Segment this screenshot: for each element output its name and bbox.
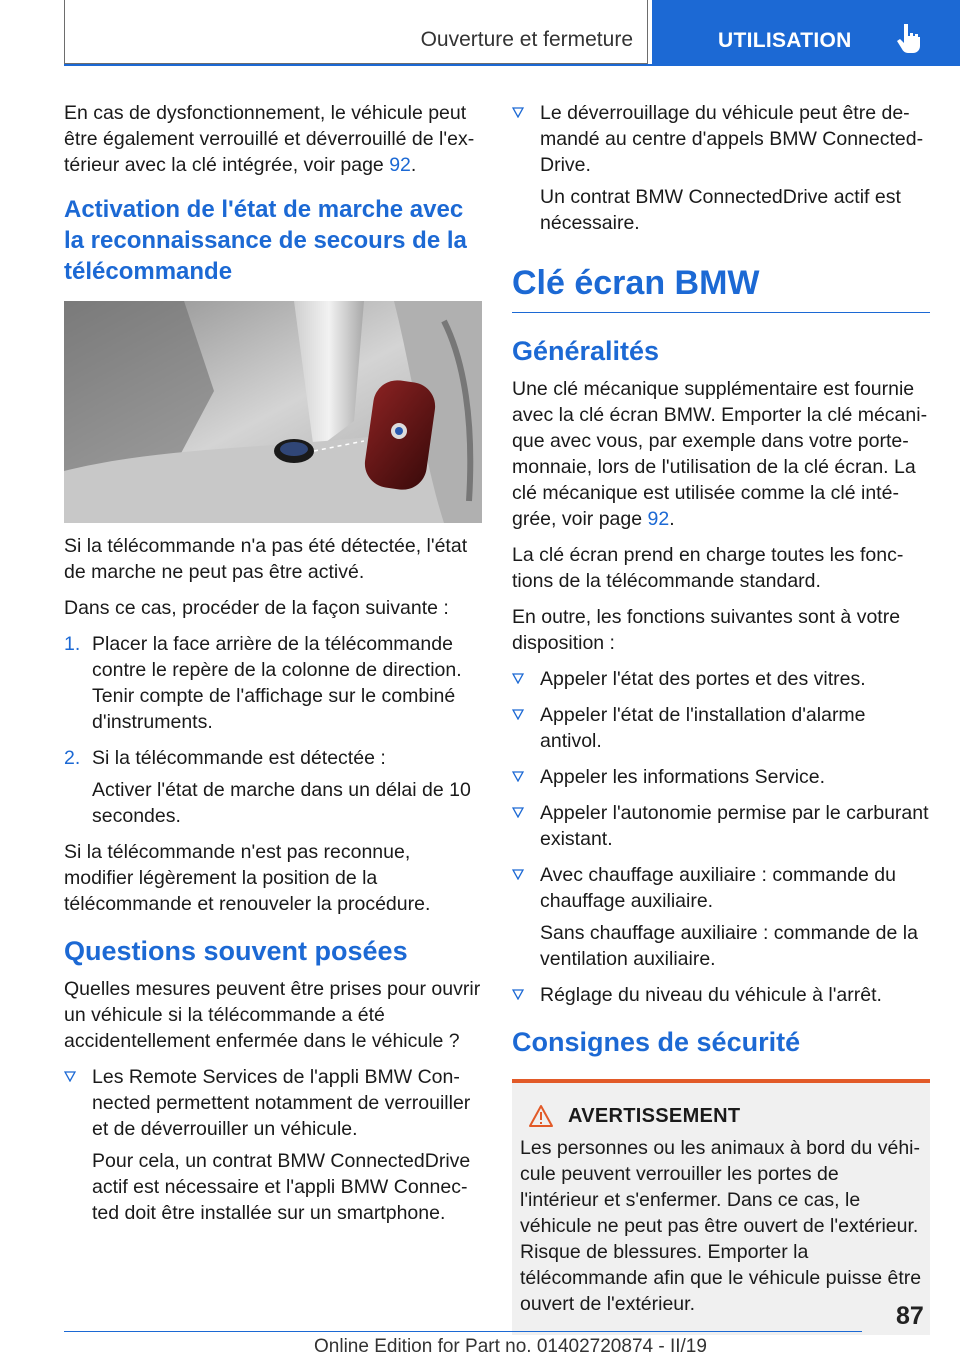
left-column xyxy=(64,100,482,1236)
page-link-92[interactable]: 92 xyxy=(389,154,411,176)
list-item xyxy=(512,100,930,236)
heading-general: Généralités xyxy=(512,336,660,366)
triangle-bullet-icon xyxy=(512,673,524,684)
heading-faq: Questions souvent posées xyxy=(64,936,408,966)
function-subtext: Sans chauffage auxiliaire : commande de la ventilation auxiliaire. xyxy=(540,922,918,970)
right-column xyxy=(512,100,930,1335)
warning-box xyxy=(512,1079,930,1335)
list-item xyxy=(512,862,930,972)
function-text: Appeler les informations Service. xyxy=(540,766,826,788)
unlock-bullet-subtext: Un contrat BMW ConnectedDrive actif est nécessaire. xyxy=(540,186,901,234)
heading-display-key: Clé écran BMW xyxy=(512,262,930,313)
chapter-tab-label: UTILISATION xyxy=(718,29,852,52)
function-text: Appeler l'état des portes et des vitres. xyxy=(540,668,866,690)
triangle-bullet-icon xyxy=(512,869,524,880)
triangle-bullet-icon xyxy=(64,1071,76,1082)
para-procedure: Dans ce cas, procéder de la façon suivante : xyxy=(64,597,449,619)
footer-edition: Online Edition for Part no. 01402720874 - II/19 xyxy=(314,1336,707,1357)
step-text: Si la télécommande est détectée : xyxy=(92,747,386,769)
list-item xyxy=(512,702,930,754)
step-text: Placer la face arrière de la télécommande contre le repère de la colonne de direction. Tenir compte de l'affichage sur le combiné d'instruments. xyxy=(92,633,462,733)
heading-activation: Activation de l'état de marche avec la reconnaissance de secours de la télécommande xyxy=(64,196,467,285)
para-general-2: La clé écran prend en charge toutes les fonctions de la télécommande standard. xyxy=(512,544,904,592)
step-number: 1. xyxy=(64,633,81,655)
function-text: Réglage du niveau du véhicule à l'arrêt. xyxy=(540,984,882,1006)
faq-bullet-text: Les Remote Services de l'appli BMW Connected permettent notamment de verrouiller et de déverrouiller un véhicule. xyxy=(92,1066,471,1140)
page-number: 87 xyxy=(896,1302,924,1330)
remote-key-steering-column-illustration xyxy=(64,301,482,523)
footer-rule xyxy=(64,1331,862,1332)
triangle-bullet-icon xyxy=(512,989,524,1000)
page-link-92[interactable]: 92 xyxy=(647,508,670,530)
warning-triangle-icon xyxy=(528,1104,554,1128)
triangle-bullet-icon xyxy=(512,709,524,720)
para-not-detected: Si la télécommande n'a pas été détectée, l'état de marche ne peut pas être activé. xyxy=(64,535,468,583)
page-header xyxy=(0,0,960,66)
list-item xyxy=(64,1064,482,1226)
step-subtext: Activer l'état de marche dans un délai de 10 secondes. xyxy=(92,779,471,827)
step-number: 2. xyxy=(64,747,81,769)
triangle-bullet-icon xyxy=(512,107,524,118)
section-title: Ouverture et fermeture xyxy=(420,28,633,51)
para-not-recognized: Si la télécommande n'est pas reconnue, modifier légèrement la position de la télécommande et renouveler la procédure. xyxy=(64,841,431,915)
list-item xyxy=(512,764,930,790)
para-general-3: En outre, les fonctions suivantes sont à votre disposition : xyxy=(512,606,901,654)
triangle-bullet-icon xyxy=(512,771,524,782)
header-section-box xyxy=(64,0,648,64)
function-text: Avec chauffage auxiliaire : commande du chauffage auxiliaire. xyxy=(540,864,896,912)
chapter-tab[interactable] xyxy=(652,0,960,64)
intro-paragraph: En cas de dysfonctionnement, le véhicule peut être également verrouillé et déverrouillé de l'extérieur avec la clé intégrée, voir page 92. xyxy=(64,102,475,176)
faq-bullet-subtext: Pour cela, un contrat BMW ConnectedDrive actif est nécessaire et l'appli BMW Connected doit être installée sur un smartphone. xyxy=(92,1150,471,1224)
list-item xyxy=(512,982,930,1008)
faq-question: Quelles mesures peuvent être prises pour ouvrir un véhicule si la télécommande a été accidentellement enfermée dans le véhicule ? xyxy=(64,978,481,1052)
warning-title: AVERTISSEMENT xyxy=(568,1105,741,1127)
triangle-bullet-icon xyxy=(512,807,524,818)
list-item xyxy=(512,666,930,692)
list-item xyxy=(512,800,930,852)
header-rule xyxy=(64,64,960,66)
warning-text: Les personnes ou les animaux à bord du véhicule peuvent verrouiller les portes de l'intérieur et s'enfermer. Dans ce cas, le véhicule ne peut pas être ouvert de l'extérieur. Risque de blessures. Emporter la télécommande afin que le véhicule puisse être ouvert de l'extérieur. xyxy=(520,1137,922,1315)
unlock-bullet-text: Le déverrouillage du véhicule peut être demandé au centre d'appels BMW ConnectedDrive. xyxy=(540,102,924,176)
pointing-hand-icon xyxy=(896,22,922,54)
step-item xyxy=(64,745,482,829)
heading-safety: Consignes de sécurité xyxy=(512,1027,801,1057)
function-text: Appeler l'autonomie permise par le carburant existant. xyxy=(540,802,929,850)
function-text: Appeler l'état de l'installation d'alarme antivol. xyxy=(540,704,866,752)
warning-header xyxy=(520,1103,922,1129)
para-general-1: Une clé mécanique supplémentaire est fournie avec la clé écran BMW. Emporter la clé mécanique avec vous, par exemple dans votre porte-monnaie, lors de l'utilisation de la clé écran. La clé mécanique est utilisée comme la clé intégrée, voir page 92. xyxy=(512,378,928,530)
step-item xyxy=(64,631,482,735)
